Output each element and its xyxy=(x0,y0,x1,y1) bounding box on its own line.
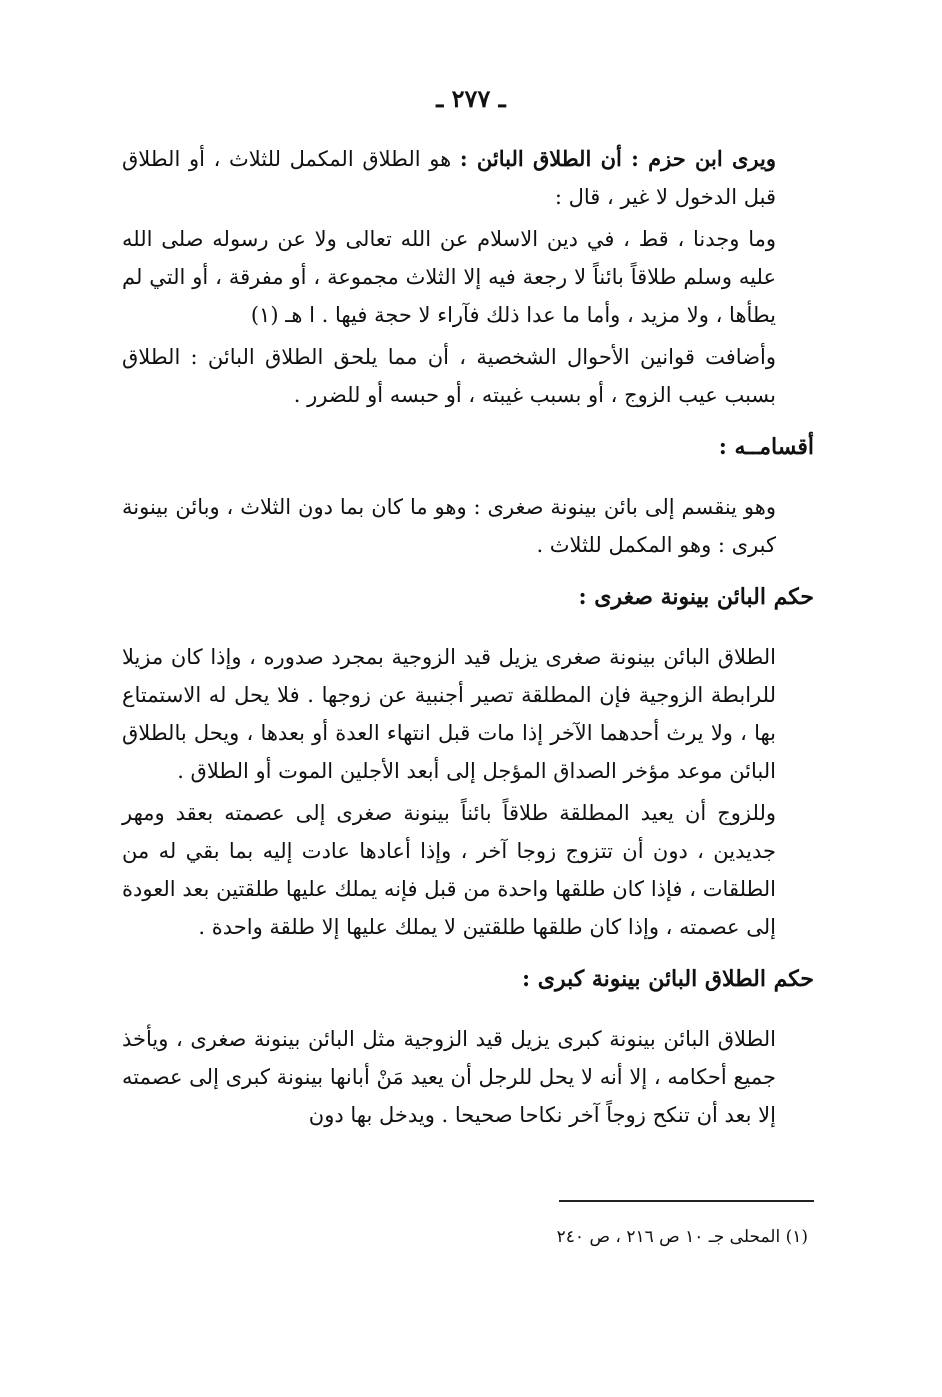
paragraph-lead: ويرى ابن حزم : أن الطلاق البائن : xyxy=(459,146,776,171)
paragraph-minor-return: وللزوج أن يعيد المطلقة طلاقاً بائناً بينونة صغرى إلى عصمته بعقد ومهر جديدين ، دون أن تتزوج زوجا آخر ، وإذا أعادها عادت إليه بما بقي له من الطلقات ، فإذا كان طلقها واحدة من قبل فإنه يملك عليها طلقتين بعد العودة إلى عصمته ، وإذا كان طلقها طلقتين لا يملك عليها إلا طلقة واحدة . xyxy=(122,801,776,939)
paragraph-ibn-hazm xyxy=(122,140,814,216)
paragraph-minor-effects: الطلاق البائن بينونة صغرى يزيل قيد الزوجية بمجرد صدوره ، وإذا كان مزيلا للرابطة الزوجية فإن المطلقة تصير أجنبية عن زوجها . فلا يحل له الاستمتاع بها ، ولا يرث أحدهما الآخر إذا مات قبل انتهاء العدة أو بعدها ، ويحل بالطلاق البائن موعد مؤخر الصداق المؤجل إلى أبعد الأجلين الموت أو الطلاق . xyxy=(122,645,776,783)
paragraph-personal-status-laws: وأضافت قوانين الأحوال الشخصية ، أن مما يلحق الطلاق البائن : الطلاق بسبب عيب الزوج ، أو بسبب غيبته ، أو حبسه أو للضرر . xyxy=(122,345,776,407)
paragraph-major-effects: الطلاق البائن بينونة كبرى يزيل قيد الزوجية مثل البائن بينونة صغرى ، ويأخذ جميع أحكامه ، إلا أنه لا يحل للرجل أن يعيد مَنْ أبانها بينونة كبرى إلى عصمته إلا بعد أن تنكح زوجاً آخر نكاحا صحيحا . ويدخل بها دون xyxy=(122,1027,776,1127)
paragraph-text: هو الطلاق المكمل للثلاث ، أو الطلاق قبل الدخول لا غير ، قال : xyxy=(122,147,776,209)
footnote-divider xyxy=(559,1200,814,1202)
heading-major-irrevocable: حكم الطلاق البائن بينونة كبرى : xyxy=(521,966,814,992)
heading-minor-irrevocable: حكم البائن بينونة صغرى : xyxy=(578,584,814,610)
paragraph-divisions: وهو ينقسم إلى بائن بينونة صغرى : وهو ما كان بما دون الثلاث ، وبائن بينونة كبرى : وهو المكمل للثلاث . xyxy=(122,495,776,557)
page-body xyxy=(122,140,814,1138)
paragraph-quote: وما وجدنا ، قط ، في دين الاسلام عن الله تعالى ولا عن رسوله صلى الله عليه وسلم طلاقاً بائناً لا رجعة فيه إلا الثلاث مجموعة ، أو مفرقة ، أو التي لم يطأها ، ولا مزيد ، وأما ما عدا ذلك فآراء لا حجة فيها . ا هـ (١) xyxy=(122,227,776,327)
page-number: ـ ٢٧٧ ـ xyxy=(436,84,506,113)
footnote: (١) المحلى جـ ١٠ ص ٢١٦ ، ص ٢٤٠ xyxy=(556,1227,808,1247)
heading-divisions: أقسامــه : xyxy=(718,434,814,460)
